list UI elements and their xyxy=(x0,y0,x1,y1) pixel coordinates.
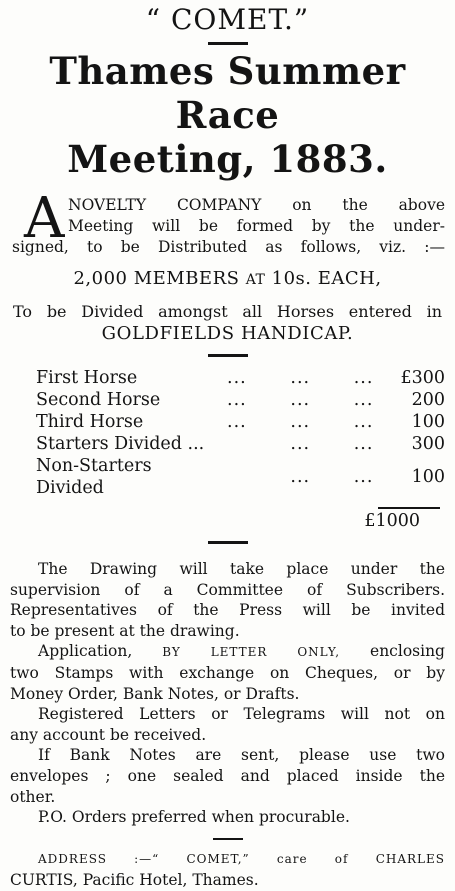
banknotes-paragraph xyxy=(10,745,445,807)
address-line-2: CURTIS, Pacific Hotel, Thames. xyxy=(10,870,259,889)
text-line: envelopes ; one sealed and placed inside the xyxy=(10,766,445,785)
members-line xyxy=(10,266,445,293)
application-start: Application, xyxy=(38,642,133,661)
leader-dots: ... xyxy=(290,434,311,454)
application-end: enclosing xyxy=(370,642,445,661)
text-line: other. xyxy=(10,787,56,806)
divider-rule xyxy=(208,42,248,45)
leader-dots: ... xyxy=(227,412,247,432)
address-label: ADDRESS :—“ COMET,” care of xyxy=(38,851,349,866)
prize-row xyxy=(36,455,445,499)
advertisement xyxy=(0,2,455,889)
text-line: Money Order, Bank Notes, or Drafts. xyxy=(10,684,300,703)
prize-row xyxy=(36,433,445,455)
text-line: supervision of a Committee of Subscribers. xyxy=(10,580,445,599)
leader-dots: ... xyxy=(353,390,374,410)
prize-row xyxy=(36,411,445,433)
divider-rule xyxy=(208,541,248,544)
leader-dots: ... xyxy=(353,467,374,487)
page-title xyxy=(10,49,445,181)
leader-dots xyxy=(205,433,268,455)
prize-label: First Horse xyxy=(36,368,138,388)
text-line: to be present at the drawing. xyxy=(10,621,240,640)
text-line: P.O. Orders preferred when procurable. xyxy=(38,808,350,827)
prize-amount: 300 xyxy=(411,434,445,454)
prize-row xyxy=(36,367,445,389)
leader-dots: ... xyxy=(290,390,311,410)
leader-dots: ... xyxy=(353,434,374,454)
leader-dots: ... xyxy=(290,412,311,432)
prize-label: Third Horse xyxy=(36,412,144,432)
address-name: CHARLES xyxy=(375,851,445,866)
application-letter-only: BY LETTER ONLY, xyxy=(162,645,341,660)
intro-paragraph xyxy=(10,186,445,258)
leader-dots: ... xyxy=(227,368,247,388)
handicap-name: GOLDFIELDS HANDICAP. xyxy=(101,323,354,344)
leader-dots: ... xyxy=(290,368,311,388)
leader-dots: ... xyxy=(290,467,311,487)
members-price: 10s. EACH, xyxy=(271,268,382,289)
prize-label: Second Horse xyxy=(36,390,161,410)
text-line xyxy=(10,848,445,870)
drop-cap: A xyxy=(24,186,65,251)
registered-paragraph xyxy=(10,704,445,745)
text-line: any account be received. xyxy=(10,725,207,744)
drawing-paragraph xyxy=(10,559,445,641)
text-line: Registered Letters or Telegrams will not on xyxy=(38,705,445,724)
prize-label: Starters Divided ... xyxy=(36,434,205,454)
text-line: Representatives of the Press will be invited xyxy=(10,601,445,620)
po-paragraph xyxy=(10,807,445,828)
prize-label: Non-Starters Divided xyxy=(36,456,152,498)
members-at: AT xyxy=(245,272,266,288)
division-line: To be Divided amongst all Horses entered in xyxy=(13,302,442,321)
title-line-2: Meeting, 1883. xyxy=(67,137,388,181)
intro-line-3: signed, to be Distributed as follows, viz. :— xyxy=(12,238,445,256)
prize-row xyxy=(36,389,445,411)
kicker: “ COMET.” xyxy=(145,3,310,36)
prize-amount: £300 xyxy=(400,368,445,388)
prize-amount: 200 xyxy=(411,390,445,410)
leader-dots: ... xyxy=(353,368,374,388)
text-line: The Drawing will take place under the xyxy=(38,560,445,578)
divider-rule xyxy=(208,354,248,357)
title-line-1: Thames Summer Race xyxy=(49,49,406,137)
members-count: 2,000 MEMBERS xyxy=(73,268,240,289)
prize-amount: 100 xyxy=(411,412,445,432)
address-block xyxy=(10,848,445,891)
prize-amount: 100 xyxy=(411,467,445,487)
leader-dots: ... xyxy=(353,412,374,432)
intro-line-1: NOVELTY COMPANY on the above xyxy=(68,196,445,214)
terms-body xyxy=(10,559,445,828)
prize-total: £1000 xyxy=(364,511,420,531)
divider-rule xyxy=(213,838,243,840)
leader-dots: ... xyxy=(227,390,247,410)
leader-dots xyxy=(205,455,268,499)
prize-table xyxy=(36,367,445,499)
text-line: If Bank Notes are sent, please use two xyxy=(38,746,445,765)
application-paragraph xyxy=(10,641,445,704)
text-line xyxy=(10,641,445,663)
address-paragraph xyxy=(10,848,445,891)
text-line: two Stamps with exchange on Cheques, or by xyxy=(10,663,445,682)
intro-line-2: Meeting will be formed by the under- xyxy=(68,217,445,235)
